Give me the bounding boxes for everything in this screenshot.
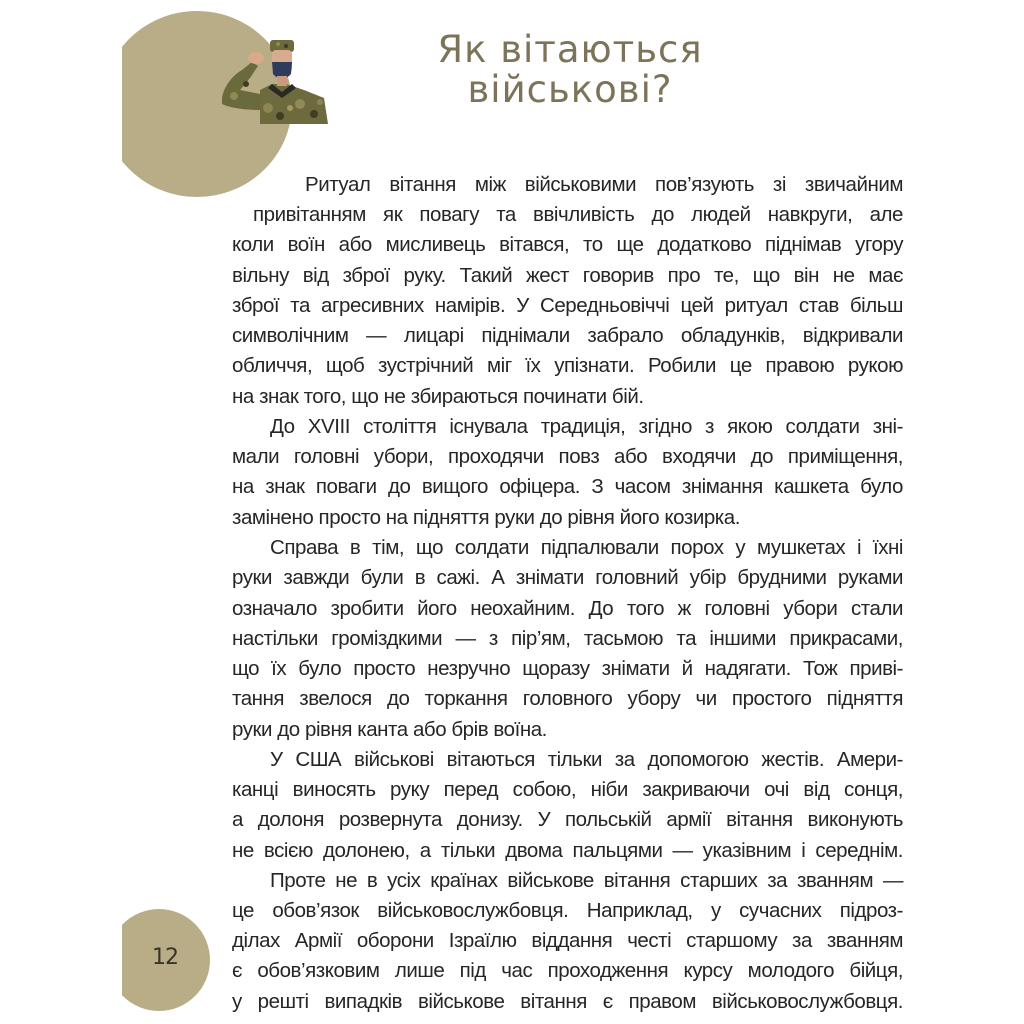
body-line: зброї та агресивних намірів. У Середньовіччі цей ритуал став більш — [232, 294, 903, 317]
body-line: руки завжди були в сажі. А знімати головний убір брудними руками — [232, 566, 903, 589]
body-line: До XVIII століття існувала традиція, згідно з якою солдати зні- — [270, 415, 903, 438]
body-line: У США військові вітаються тільки за допомогою жестів. Амери- — [270, 748, 903, 771]
body-line: на знак того, що не збираються починати бій. — [232, 385, 644, 408]
body-line: символічним — лицарі піднімали забрало обладунків, відкривали — [232, 324, 903, 347]
body-line: не всією долонею, а тільки двома пальцями — указівним і середнім. — [232, 839, 903, 862]
body-line: настільки громіздкими — з пір’ям, тасьмою та іншими прикрасами, — [232, 627, 903, 650]
body-line: ділах Армії оборони Ізраїлю віддання честі старшому за званням — [232, 929, 903, 952]
body-line: замінено просто на підняття руки до рівня його козирка. — [232, 506, 740, 529]
body-line: означало зробити його неохайним. До того ж головні убори стали — [232, 597, 903, 620]
body-line: а долоня розвернута донизу. У польській армії вітання виконують — [232, 808, 903, 831]
body-line: мали головні убори, проходячи повз або входячи до приміщення, — [232, 445, 903, 468]
body-line: у решті випадків військове вітання є правом військовослужбовця. — [232, 990, 903, 1013]
body-line: привітанням як повагу та ввічливість до людей навкруги, але — [253, 203, 903, 226]
body-line: канці виносять руку перед собою, ніби закриваючи очі від сонця, — [232, 778, 903, 801]
title-line-1: Як вітаються — [437, 28, 703, 71]
body-line: це обов’язок військовослужбовця. Наприклад, у сучасних підроз- — [232, 899, 903, 922]
body-line: що їх було просто незручно щоразу знімати й надягати. Тож приві- — [232, 657, 903, 680]
body-line: тання звелося до торкання головного убору чи простого підняття — [232, 687, 903, 710]
body-line: вільну від зброї руку. Такий жест говорив про те, що він не має — [232, 264, 903, 287]
body-line: Справа в тім, що солдати підпалювали порох у мушкетах і їхні — [270, 536, 903, 559]
body-line: є обов’язковим лише під час проходження курсу молодого бійця, — [232, 959, 903, 982]
body-line: Ритуал вітання між військовими пов’язують зі звичайним — [305, 173, 903, 196]
body-line: на знак поваги до вищого офіцера. З часом знімання кашкета було — [232, 475, 903, 498]
page-number: 12 — [152, 945, 178, 970]
body-line: Проте не в усіх країнах військове вітання старших за званням — — [270, 869, 903, 892]
body-line: обличчя, щоб зустрічний міг їх упізнати. Робили це правою рукою — [232, 354, 903, 377]
page-title — [380, 30, 760, 110]
body-line: коли воїн або мисливець вітався, то ще додатково піднімав угору — [232, 233, 903, 256]
body-line: руки до рівня канта або брів воїна. — [232, 718, 547, 741]
title-line-2: військові? — [467, 68, 673, 111]
saluting-soldier-illustration — [220, 38, 332, 124]
